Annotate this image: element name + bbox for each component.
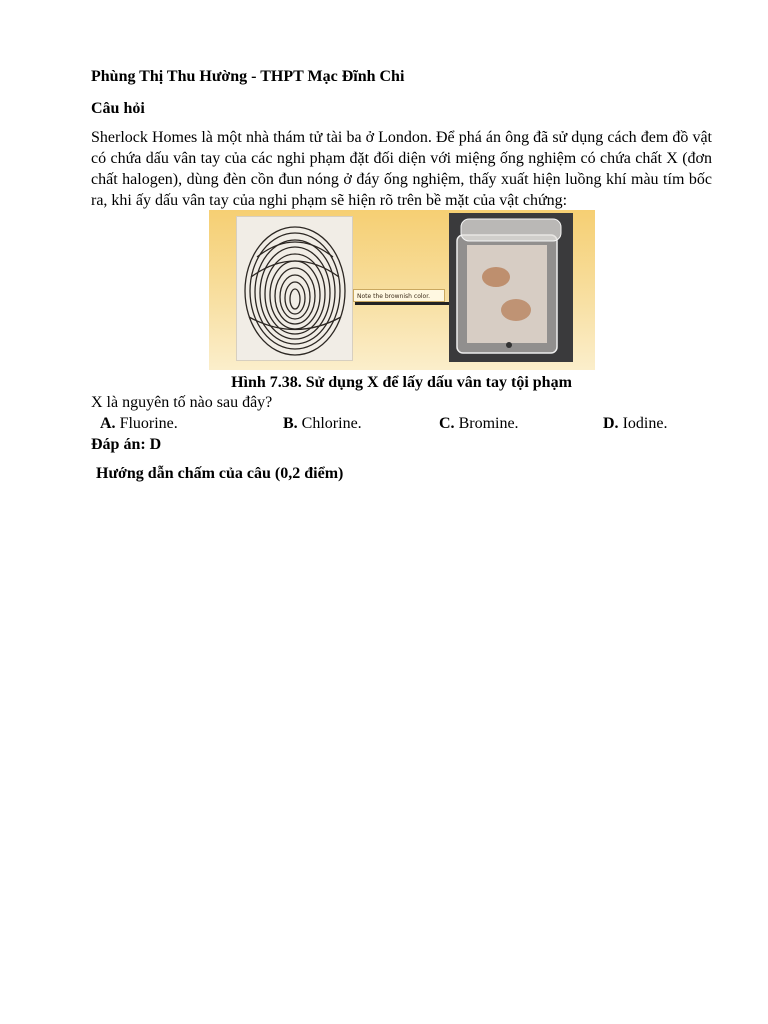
fingerprint-icon	[237, 217, 352, 360]
question-paragraph: Sherlock Homes là một nhà thám tử tài ba ở London. Để phá án ông đã sử dụng cách đem đồ vật có chứa dấu vân tay của các nghi phạm đặt đối diện với miệng ống nghiệm có chứa chất X (đơn chất halogen), dùng đèn cồn đun nóng ở đáy ống nghiệm, thấy xuất hiện luồng khí màu tím bốc ra, khi ấy dấu vân tay của nghi phạm sẽ hiện rõ trên bề mặt của vật chứng:	[91, 129, 712, 209]
author-line: Phùng Thị Thu Hường - THPT Mạc Đĩnh Chi	[91, 68, 405, 85]
fingerprint-image	[236, 216, 353, 361]
option-a	[100, 413, 178, 434]
pointer-line	[355, 302, 449, 305]
option-label: C.	[439, 415, 455, 432]
option-label: B.	[283, 415, 298, 432]
option-label: D.	[603, 415, 619, 432]
option-d	[603, 413, 667, 434]
option-text: Bromine.	[458, 415, 519, 432]
option-c	[439, 413, 519, 434]
figure-note: Note the brownish color.	[353, 289, 445, 302]
option-text: Chlorine.	[301, 415, 362, 432]
jar-image	[449, 213, 573, 362]
section-heading: Câu hỏi	[91, 100, 145, 117]
question-text: X là nguyên tố nào sau đây?	[91, 394, 273, 411]
option-text: Fluorine.	[119, 415, 178, 432]
option-b	[283, 413, 362, 434]
grading-heading: Hướng dẫn chấm của câu (0,2 điểm)	[96, 465, 344, 482]
specimen-jar-icon	[449, 213, 573, 362]
fingerprint-figure	[209, 210, 595, 370]
document-body	[91, 66, 712, 211]
answer-line: Đáp án: D	[91, 436, 162, 453]
figure-caption: Hình 7.38. Sử dụng X để lấy dấu vân tay tội phạm	[231, 374, 572, 391]
option-label: A.	[100, 415, 116, 432]
option-text: Iodine.	[622, 415, 668, 432]
